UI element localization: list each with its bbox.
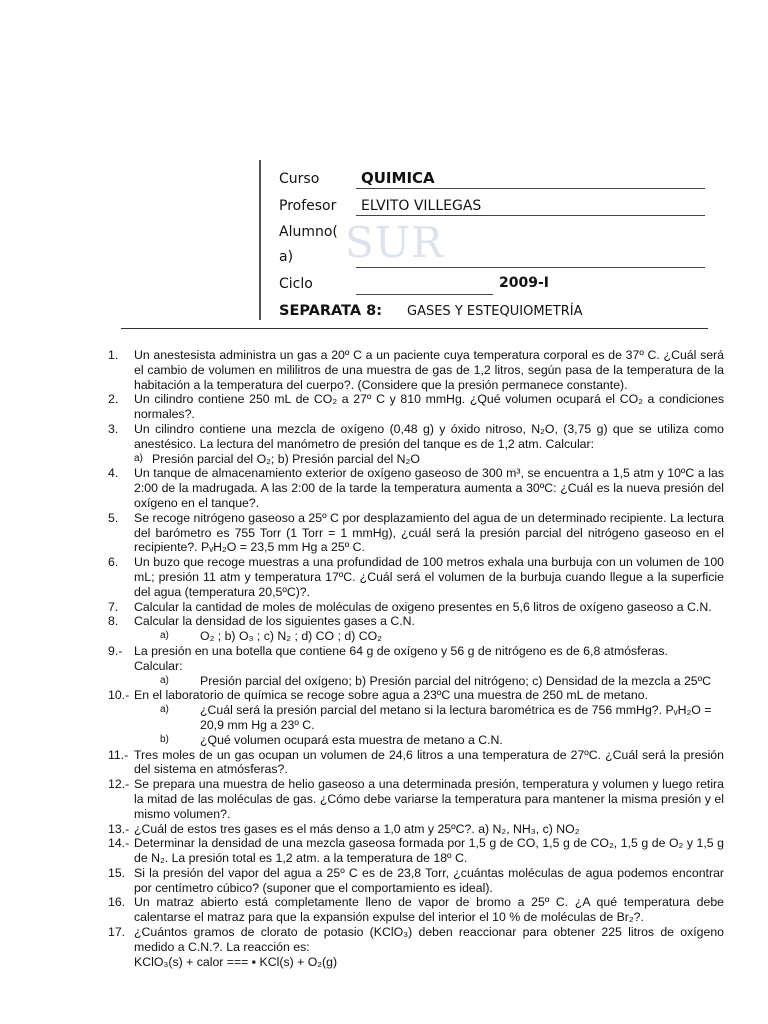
sub-question xyxy=(134,674,724,689)
question-number: 4. xyxy=(108,466,119,481)
sub-question-text: ¿Qué volumen ocupará esta muestra de metano a C.N. xyxy=(200,732,503,747)
question-text: ¿Cuál de estos tres gases es el más denso a 1,0 atm y 25ºC?. a) N₂, NH₃, c) NO₂ xyxy=(134,821,580,836)
curso-label: Curso xyxy=(279,171,320,187)
question-text: Tres moles de un gas ocupan un volumen de 24,6 litros a una temperatura de 27ºC. ¿Cuál será la presión del sistema en atmósferas?. xyxy=(134,747,724,777)
sub-question-label: a) xyxy=(134,452,143,464)
sub-question xyxy=(134,629,724,644)
question-item xyxy=(108,688,724,747)
question-item xyxy=(108,748,724,778)
question-item xyxy=(108,348,724,392)
question-number: 17. xyxy=(108,925,126,940)
sub-question-label: a) xyxy=(160,674,169,686)
question-text: Un tanque de almacenamiento exterior de oxígeno gaseoso de 300 m³, se encuentra a 1,5 atm y 10ºC a las 2:00 de la madrugada. A las 2:00 de la tarde la temperatura aumenta a 30ºC: ¿Cuál es la nueva presión del oxígeno en el tanque?. xyxy=(134,466,724,510)
question-text: Un cilindro contiene 250 mL de CO₂ a 27º C y 810 mmHg. ¿Qué volumen ocupará el CO₂ a condiciones normales?. xyxy=(134,392,724,422)
question-list xyxy=(108,348,724,969)
ciclo-underline xyxy=(356,294,493,295)
question-number: 9.- xyxy=(108,643,123,658)
question-text: Determinar la densidad de una mezcla gaseosa formada por 1,5 g de CO, 1,5 g de CO₂, 1,5 g de O₂ y 1,5 g de N₂. La presión total es 1,2 atm. a la temperatura de 18º C. xyxy=(134,836,724,866)
alumno-label: Alumno( xyxy=(279,224,338,240)
sub-question-text: O₂ ; b) O₃ ; c) N₂ ; d) CO ; d) CO₂ xyxy=(200,629,382,644)
question-number: 2. xyxy=(108,392,119,407)
profesor-underline xyxy=(356,215,705,216)
question-text: Si la presión del vapor del agua a 25º C es de 23,8 Torr, ¿cuántas moléculas de agua podemos encontrar por centímetro cúbico? (suponer que el comportamiento es ideal). xyxy=(134,865,724,895)
question-item xyxy=(108,600,724,615)
sub-question-text: ¿Cuál será la presión parcial del metano si la lectura barométrica es de 756 mmHg?. PᵥH₂O = 20,9 mm Hg a 23º C. xyxy=(200,703,712,732)
sub-question-text: Presión parcial del oxígeno; b) Presión parcial del nitrógeno; c) Densidad de la mezcla a 25ºC xyxy=(200,673,711,688)
sub-question-label: a) xyxy=(160,704,169,716)
alumno-underline xyxy=(356,267,705,268)
question-item xyxy=(108,822,724,837)
question-text: Un matraz abierto está completamente lleno de vapor de bromo a 25º C. ¿A qué temperatura debe calentarse el matraz para que la expansión expulse del interior el 10 % de moléculas de Br₂?. xyxy=(134,895,724,925)
question-number: 6. xyxy=(108,555,119,570)
question-number: 14.- xyxy=(108,836,130,851)
question-number: 7. xyxy=(108,599,119,614)
question-number: 5. xyxy=(108,510,119,525)
question-item xyxy=(108,614,724,644)
question-number: 8. xyxy=(108,614,119,629)
question-item xyxy=(108,511,724,555)
question-number: 15. xyxy=(108,865,126,880)
question-item xyxy=(108,644,724,688)
question-item xyxy=(108,466,724,510)
question-text: Un cilindro contiene una mezcla de oxígeno (0,48 g) y óxido nitroso, N₂O, (3,75 g) que se utiliza como anestésico. La lectura del manómetro de presión del tanque es de 1,2 atm. Calcular: xyxy=(134,421,724,451)
question-item xyxy=(108,925,724,969)
question-text: Calcular la densidad de los siguientes gases a C.N. xyxy=(134,614,415,629)
profesor-value: ELVITO VILLEGAS xyxy=(361,198,482,214)
question-item xyxy=(108,555,724,599)
sub-question xyxy=(134,733,724,748)
question-continuation: Calcular: xyxy=(134,658,183,673)
question-item xyxy=(108,895,724,925)
profesor-label: Profesor xyxy=(279,198,337,214)
curso-value: QUIMICA xyxy=(361,169,435,187)
question-continuation: KClO₃(s) + calor === ▪ KCl(s) + O₂(g) xyxy=(134,954,338,969)
question-text: La presión en una botella que contiene 64 g de oxígeno y 56 g de nitrógeno es de 6,8 atmósferas. xyxy=(134,643,668,658)
sub-question xyxy=(134,452,724,467)
question-item xyxy=(108,392,724,422)
question-number: 11.- xyxy=(108,747,129,762)
question-text: Se prepara una muestra de helio gaseoso a una determinada presión, temperatura y volumen y luego retira la mitad de las moléculas de gas. ¿Cómo debe variarse la temperatura para mantener la misma presión y el mismo volumen?. xyxy=(134,777,724,821)
question-text: ¿Cuántos gramos de clorato de potasio (KClO₃) deben reaccionar para obtener 225 litros de oxígeno medido a C.N.?. La reacción es: xyxy=(134,925,724,954)
question-number: 16. xyxy=(108,895,126,910)
curso-underline xyxy=(356,188,705,189)
question-item xyxy=(108,836,724,866)
separata-label: SEPARATA 8: xyxy=(279,303,383,319)
question-text: En el laboratorio de química se recoge sobre agua a 23ºC una muestra de 250 mL de metano. xyxy=(134,688,648,703)
alumno-label-continued: a) xyxy=(279,249,294,265)
question-text: Se recoge nitrógeno gaseoso a 25º C por desplazamiento del agua de un determinado recipiente. La lectura del barómetro es 755 Torr (1 Torr = 1 mmHg), ¿cuál será la presión parcial del nitrógeno gaseoso en el recipiente?. PᵥH₂O = 23,5 mm Hg a 25º C. xyxy=(134,510,724,555)
sub-question xyxy=(134,703,724,733)
watermark-logo: SUR xyxy=(345,218,444,267)
question-item xyxy=(108,777,724,821)
sub-question-label: b) xyxy=(160,733,169,745)
header-bottom-rule xyxy=(121,328,708,329)
ciclo-label: Ciclo xyxy=(279,276,313,292)
question-item xyxy=(108,866,724,896)
question-number: 1. xyxy=(108,348,119,362)
ciclo-value: 2009-I xyxy=(499,275,549,291)
sub-question-label: a) xyxy=(160,630,169,642)
question-item xyxy=(108,422,724,466)
question-text: Un anestesista administra un gas a 20º C a un paciente cuya temperatura corporal es de 37º C. ¿Cuál será el cambio de volumen en mililitros de una muestra de gas de 1,2 litros, según pasa de la temperatura de la habitación a la temperatura del cuerpo?. (Considere que la presión permanece constante). xyxy=(134,348,724,392)
question-number: 10.- xyxy=(108,688,130,703)
header-vertical-rule xyxy=(259,160,261,320)
question-number: 3. xyxy=(108,421,119,436)
separata-title: GASES Y ESTEQUIOMETRÍA xyxy=(407,304,583,319)
question-number: 13.- xyxy=(108,821,130,836)
question-number: 12.- xyxy=(108,777,130,792)
question-text: Un buzo que recoge muestras a una profundidad de 100 metros exhala una burbuja con un volumen de 100 mL; presión 11 atm y temperatura 17ºC. ¿Cuál será el volumen de la burbuja cuando llegue a la superficie del agua (temperatura 20,5ºC)?. xyxy=(134,555,724,599)
question-text: Calcular la cantidad de moles de moléculas de oxigeno presentes en 5,6 litros de oxígeno gaseoso a C.N. xyxy=(134,599,712,614)
sub-question-text: Presión parcial del O₂; b) Presión parcial del N₂O xyxy=(152,451,420,466)
